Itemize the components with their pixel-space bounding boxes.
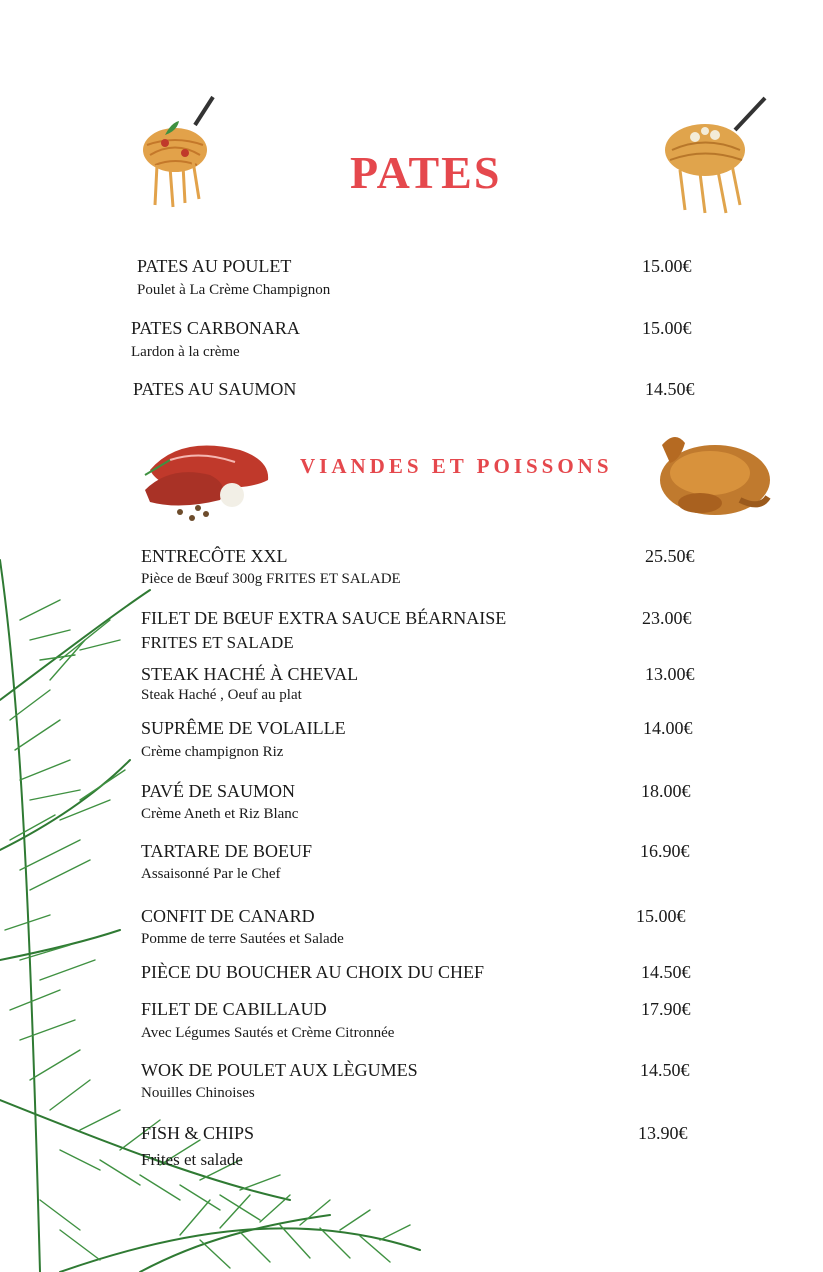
menu-item-price: 15.00€ — [642, 318, 692, 338]
menu-item-desc: Steak Haché , Oeuf au plat — [141, 687, 302, 703]
menu-item-name: TARTARE DE BOEUF — [141, 841, 313, 861]
menu-item-price: 14.50€ — [645, 379, 695, 399]
menu-item-desc: Pomme de terre Sautées et Salade — [141, 931, 344, 947]
menu-item-name: CONFIT DE CANARD — [141, 906, 315, 926]
menu-item-name: FILET DE BŒUF EXTRA SAUCE BÉARNAISE — [141, 608, 507, 628]
menu-item-price: 13.00€ — [645, 664, 695, 684]
menu-item-price: 15.00€ — [636, 906, 686, 926]
menu-item-price: 14.00€ — [643, 718, 693, 738]
menu-item-name: PATES CARBONARA — [131, 318, 300, 338]
pates-section-title: PATES — [350, 147, 502, 198]
menu-item-name: WOK DE POULET AUX LÈGUMES — [141, 1060, 418, 1080]
menu-item-desc: Lardon à la crème — [131, 344, 240, 360]
pasta-fork-icon — [660, 95, 770, 220]
menu-item-name: FILET DE CABILLAUD — [141, 999, 327, 1019]
menu-item-desc: Crème Aneth et Riz Blanc — [141, 806, 299, 822]
menu-item-desc: Avec Légumes Sautés et Crème Citronnée — [141, 1025, 395, 1041]
menu-item-name: PATES AU POULET — [137, 256, 292, 276]
roast-chicken-icon — [650, 425, 775, 520]
menu-item-price: 15.00€ — [642, 256, 692, 276]
menu-item-name: STEAK HACHÉ À CHEVAL — [141, 664, 359, 684]
menu-item-desc: Nouilles Chinoises — [141, 1085, 255, 1101]
menu-item-name: PAVÉ DE SAUMON — [141, 781, 296, 801]
menu-item-name: PIÈCE DU BOUCHER AU CHOIX DU CHEF — [141, 962, 485, 982]
menu-item-price: 18.00€ — [641, 781, 691, 801]
menu-item-desc: Frites et salade — [141, 1150, 243, 1169]
menu-item-name: ENTRECÔTE XXL — [141, 546, 288, 566]
menu-item-name: SUPRÊME DE VOLAILLE — [141, 718, 346, 738]
pasta-fork-icon — [135, 95, 225, 210]
menu-item-name: PATES AU SAUMON — [133, 379, 297, 399]
menu-item-desc: Crème champignon Riz — [141, 744, 284, 760]
menu-item-desc: Poulet à La Crème Champignon — [137, 282, 331, 298]
menu-item-price: 17.90€ — [641, 999, 691, 1019]
raw-meat-icon — [140, 430, 275, 525]
menu-item-price: 14.50€ — [641, 962, 691, 982]
menu-item-desc: Assaisonné Par le Chef — [141, 866, 281, 882]
menu-item-price: 13.90€ — [638, 1123, 688, 1143]
menu-item-desc: FRITES ET SALADE — [141, 633, 294, 652]
menu-item-price: 16.90€ — [640, 841, 690, 861]
menu-item-price: 25.50€ — [645, 546, 695, 566]
menu-item-desc: Pièce de Bœuf 300g FRITES ET SALADE — [141, 571, 401, 587]
menu-item-price: 23.00€ — [642, 608, 692, 628]
menu-item-name: FISH & CHIPS — [141, 1123, 255, 1143]
viandes-section-title: VIANDES ET POISSONS — [300, 454, 613, 478]
menu-item-price: 14.50€ — [640, 1060, 690, 1080]
